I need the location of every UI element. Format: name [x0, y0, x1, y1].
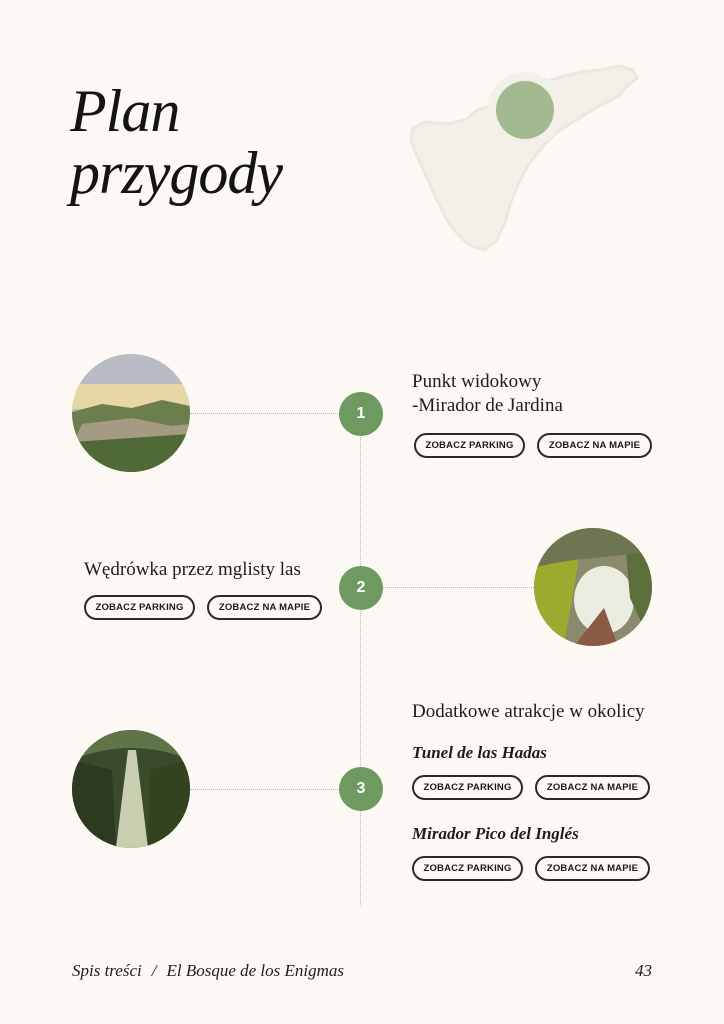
timeline-connector-1 — [190, 413, 340, 414]
page-title-line1: Plan — [70, 78, 180, 144]
sub-attraction-title-2: Mirador Pico del Inglés — [412, 824, 579, 843]
map-button[interactable]: ZOBACZ NA MAPIE — [535, 856, 650, 881]
map-button[interactable]: ZOBACZ NA MAPIE — [535, 775, 650, 800]
page-title-line2: przygody — [70, 140, 282, 206]
parking-button[interactable]: ZOBACZ PARKING — [414, 433, 525, 458]
forest-tunnel-photo — [72, 730, 190, 848]
stop-title-2: Wędrówka przez mglisty las — [84, 559, 301, 580]
step-marker-1: 1 — [339, 392, 383, 436]
tenerife-map-icon — [405, 60, 645, 260]
breadcrumb-toc-link[interactable]: Spis treści — [72, 961, 142, 980]
map-button[interactable]: ZOBACZ NA MAPIE — [537, 433, 652, 458]
timeline-connector-2 — [382, 587, 534, 588]
parking-button[interactable]: ZOBACZ PARKING — [412, 775, 523, 800]
stop-title-1-line1: Punkt widokowy — [412, 371, 542, 392]
misty-forest-photo — [534, 528, 652, 646]
parking-button[interactable]: ZOBACZ PARKING — [412, 856, 523, 881]
breadcrumb — [72, 961, 344, 981]
valley-viewpoint-photo — [72, 354, 190, 472]
page-title — [70, 80, 282, 204]
page-number: 43 — [635, 961, 652, 980]
step-marker-2: 2 — [339, 566, 383, 610]
stop-title-3: Dodatkowe atrakcje w okolicy — [412, 701, 645, 722]
parking-button[interactable]: ZOBACZ PARKING — [84, 595, 195, 620]
sub-attraction-title-1: Tunel de las Hadas — [412, 743, 547, 762]
step-marker-3: 3 — [339, 767, 383, 811]
breadcrumb-current: El Bosque de los Enigmas — [166, 961, 345, 980]
stop-title-1-line2: -Mirador de Jardina — [412, 395, 563, 416]
stop-title-1 — [412, 370, 563, 418]
timeline-line — [360, 434, 361, 906]
timeline-connector-3 — [190, 789, 340, 790]
location-marker-icon — [496, 81, 554, 139]
map-button[interactable]: ZOBACZ NA MAPIE — [207, 595, 322, 620]
breadcrumb-separator: / — [151, 961, 157, 980]
